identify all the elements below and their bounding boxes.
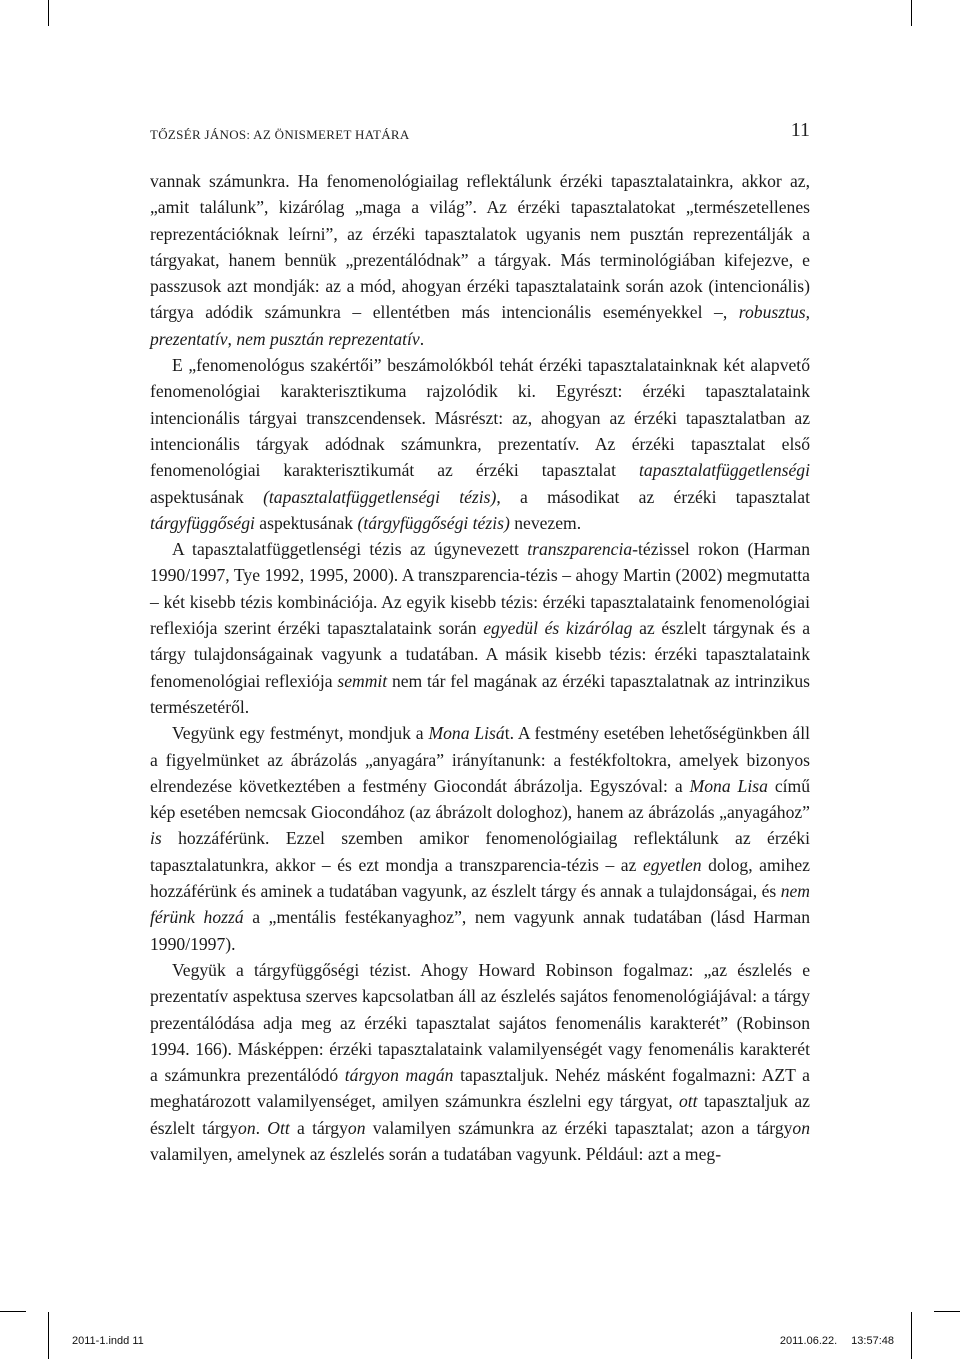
text-span: vannak számunkra. Ha fenomenológiailag reflektálunk érzéki tapasztalatainkra, akkor az, „amit találunk”, kizárólag „maga a világ”. Az érzéki tapasztalatokat „természetellenes reprezentációknak leírni”, az érzéki tapasztalatok ugyanis nem pusztán reprezentálják a tárgyakat, hanem bennük „prezentálódnak” a tárgyak. Más terminológiában kifejezve, e passzusok azt mondják: az a mód, ahogyan érzéki tapasztalataink során azok (intencionális) tárgya adódik számunkra – ellentétben más intencionális eseményekkel –, [150, 171, 810, 323]
italic-span: Ott [267, 1117, 290, 1138]
text-span: hozzáférünk. Ezzel szemben amikor fenomenológiailag reflektálunk az érzéki tapasztalatunkra, akkor – és ezt mondja a transzparencia-tézis – az [150, 828, 810, 875]
italic-span: on [347, 1117, 366, 1138]
italic-span: prezentatív [150, 328, 228, 349]
text-span: valamilyen, amelynek az észlelés során a tudatában vagyunk. Például: azt a meg- [150, 1143, 722, 1164]
paragraph-5 [150, 957, 810, 1167]
text-span: , a másodikat az érzéki tapasztalat [496, 486, 810, 507]
italic-span: on [238, 1117, 256, 1138]
body-text [150, 168, 810, 1167]
text-span: dolog, amihez hozzáférünk és aminek a tudatában vagyunk, az észlelt tárgy és annak a tulajdonságai, és [150, 854, 810, 902]
text-span: A tapasztalatfüggetlenségi tézis az úgynevezett [172, 539, 528, 560]
page-number: 11 [790, 119, 810, 141]
footer-date: 2011.06.22. [779, 1335, 838, 1347]
italic-span: ott [678, 1091, 698, 1112]
crop-mark-left-bottom-h [0, 1311, 26, 1312]
text-span: tapasztaljuk. Nehéz másként fogalmazni: AZT a meghatározott valamilyenséget, amilyen számunkra észlelni egy tárgyat, [150, 1065, 810, 1112]
text-span: aspektusának [150, 486, 264, 507]
footer-filename: 2011-1.indd 11 [72, 1335, 144, 1347]
italic-span: tárgyfüggőségi [150, 512, 255, 533]
italic-span: tapasztalatfüggetlenségi [638, 460, 810, 481]
crop-mark-top-right [911, 0, 912, 26]
text-span: , [227, 328, 237, 349]
italic-span: on [792, 1117, 811, 1138]
text-span: aspektusának [254, 512, 358, 533]
italic-span: egyetlen [642, 854, 702, 875]
crop-mark-top-left [48, 0, 49, 26]
text-span: Vegyünk egy festményt, mondjuk a [172, 723, 429, 744]
text-span: nevezem. [509, 512, 582, 533]
text-span: E „fenomenológus szakértői” beszámolókból tehát érzéki tapasztalatainknak két alapvető fenomenológiai karakterisztikuma rajzolódik ki. Egyrészt: érzéki tapasztalataink intencionális tárgyai transzcendensek. Másrészt: az, ahogyan az érzéki tapasztalatban az intencionális tárgyak adódnak számunkra, prezentatív. Az érzéki tapasztalat első fenomenológiai karakterisztikumát az érzéki tapasztalat [150, 355, 810, 481]
text-span: az észlelt tárgynak és a tárgy tulajdonságainak vagyunk a tudatában. A másik kisebb tézis: érzéki tapasztalataink fenomenológiai reflexiója [150, 618, 811, 691]
text-span: valamilyen számunkra az érzéki tapasztalat; azon a tárgy [365, 1117, 793, 1138]
paragraph-1 [150, 168, 810, 352]
paragraph-3 [150, 536, 810, 720]
paragraph-2 [150, 352, 810, 536]
text-span: Vegyük a tárgyfüggőségi tézist. Ahogy Howard Robinson fogalmaz: „az észlelés e prezentatív aspektusa szerves kapcsolatban áll az észlelés sajátos fenomenológiájával: a tárgy prezentálódása adja meg az érzéki tapasztalat sajátos fenomenális karakterét” (Robinson 1994. 166). Másképpen: érzéki tapasztalataink valamilyenségét vagy fenomenális karakterét a számunkra prezentálódó [150, 959, 810, 1086]
text-span: nem tár fel magának az érzéki tapasztalatnak az intrinzikus természetéről. [150, 670, 810, 717]
italic-span: (tárgyfüggőségi tézis) [357, 512, 510, 533]
italic-span: Mona Lisa [689, 775, 768, 796]
footer-time: 13:57:48 [851, 1335, 894, 1347]
italic-span: egyedül és kizárólag [483, 618, 633, 639]
text-span: -tézissel rokon (Harman 1990/1997, Tye 1992, 1995, 2000). A transzparencia-tézis – ahogy Martin (2002) megmutatta – két kisebb tézis kombinációja. Az egyik kisebb tézis: érzéki tapasztalataink fenomenológiai reflexiója szerint érzéki tapasztalataink során [150, 539, 810, 639]
italic-span: Mona Lisá [428, 723, 505, 744]
text-span: . [255, 1117, 268, 1138]
italic-span: (tapasztalatfüggetlenségi tézis) [263, 486, 497, 507]
italic-span: nem pusztán reprezentatív [236, 328, 420, 349]
running-title: TŐZSÉR JÁNOS: AZ ÖNISMERET HATÁRA [150, 127, 410, 142]
text-span: a tárgy [289, 1117, 348, 1138]
crop-mark-right-bottom-h [934, 1311, 960, 1312]
italic-span: semmit [337, 670, 388, 691]
text-span: a „mentális festékanyaghoz”, nem vagyunk annak tudatában (lásd Harman 1990/1997). [150, 907, 810, 954]
footer-timestamp [766, 1335, 894, 1347]
page-header [150, 119, 810, 149]
text-span: . [419, 328, 425, 349]
italic-span: transzparencia [527, 539, 633, 560]
print-footer [0, 1332, 960, 1352]
text-span: t. A festmény esetében lehetőségünkben áll a figyelmünket az ábrázolás „anyagára” irányítanunk: a festékfoltokra, amelyek bizonyos elrendezése következtében a festmény Giocondát ábrázolja. Egyszóval: a [150, 723, 811, 796]
italic-span: is [150, 828, 162, 849]
italic-span: tárgyon magán [344, 1065, 454, 1086]
paragraph-4 [150, 720, 810, 957]
text-span: tapasztaljuk az észlelt tárgy [150, 1091, 810, 1138]
italic-span: robusztus [738, 302, 806, 323]
text-span: , [805, 302, 810, 323]
text-span: című kép esetében nemcsak Giocondához (az ábrázolt dologhoz), hanem az ábrázolás „anyagához” [150, 775, 811, 823]
italic-span: nem férünk hozzá [150, 881, 810, 928]
